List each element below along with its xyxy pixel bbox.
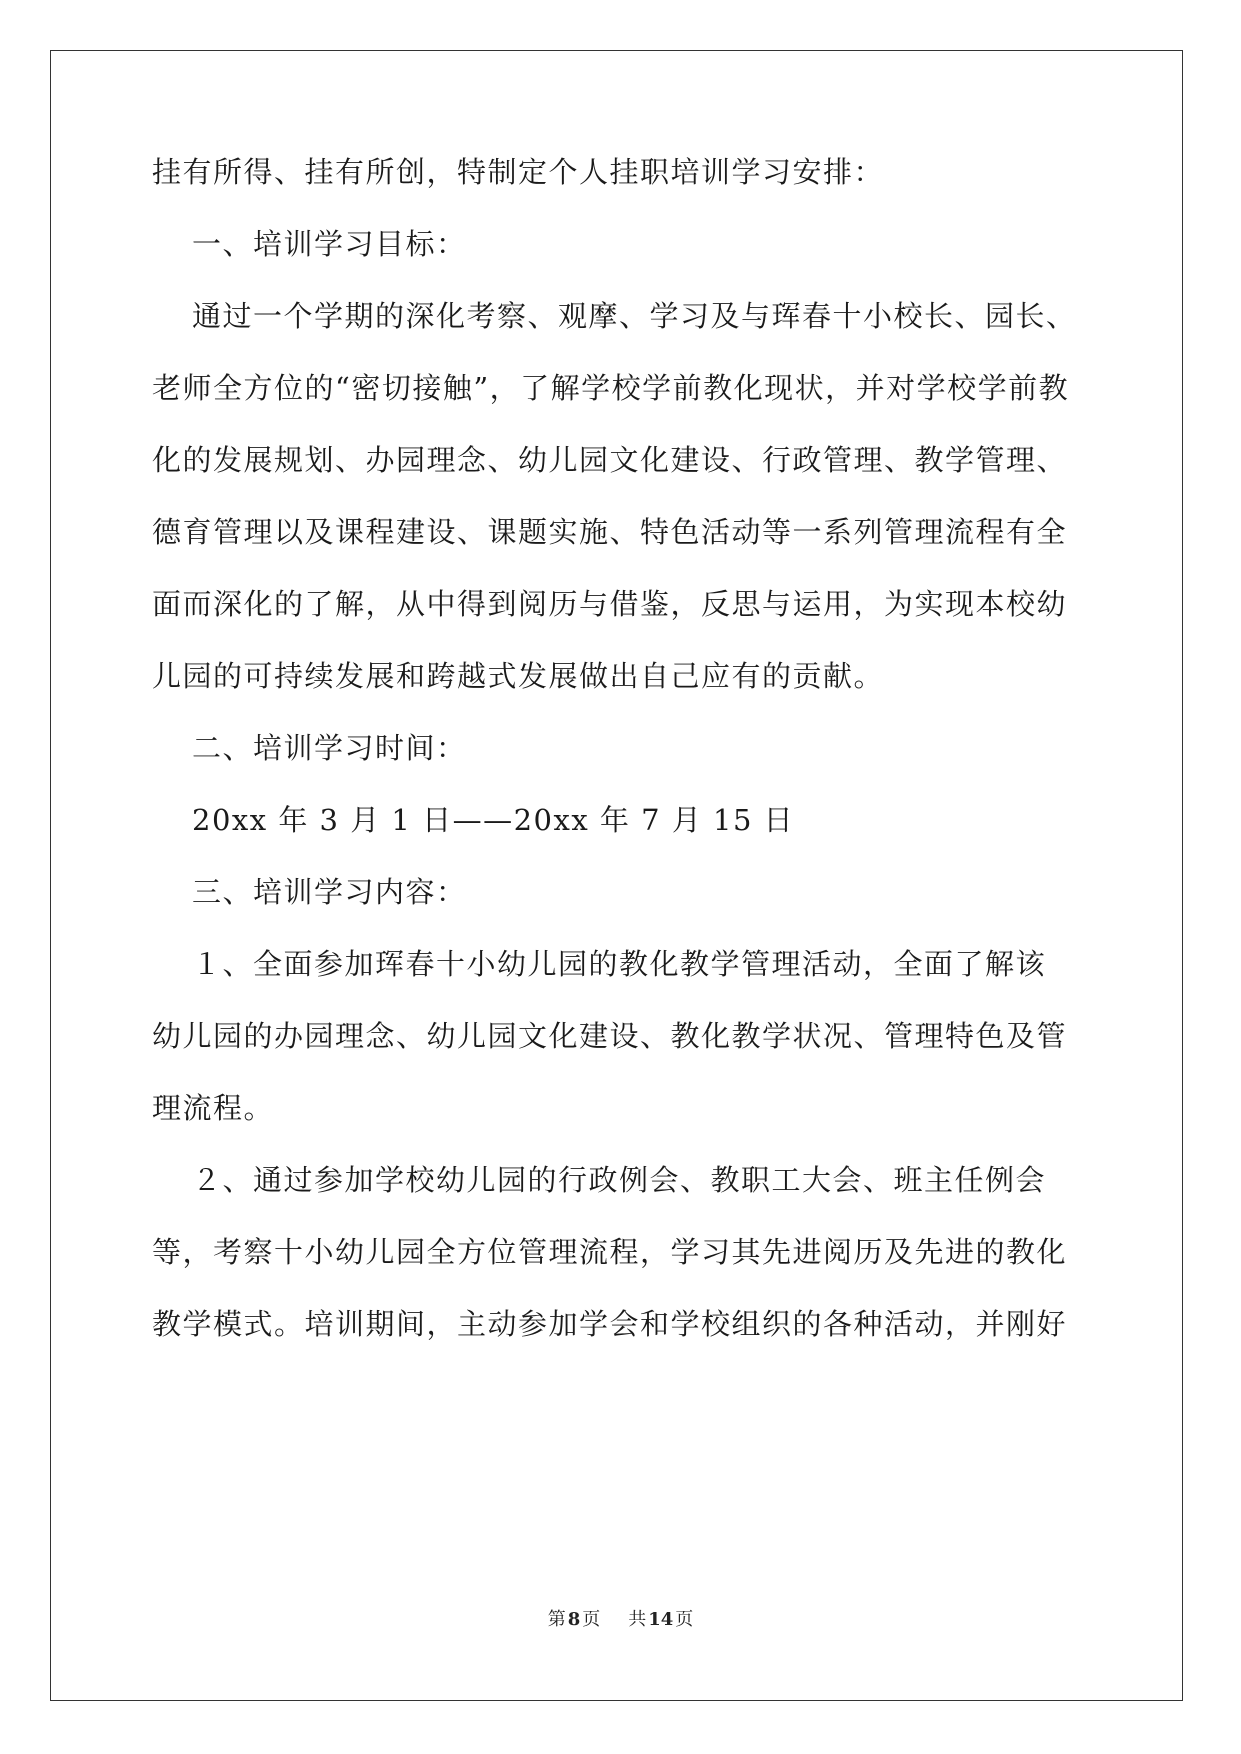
- section-heading-1: 一、培训学习目标：: [192, 227, 467, 261]
- text-line-1: 挂有所得、挂有所创，特制定个人挂职培训学习安排：: [152, 155, 885, 189]
- text-line-12: １、全面参加珲春十小幼儿园的教化教学管理活动，全面了解该: [192, 947, 1047, 981]
- footer-total-suffix: 页: [675, 1609, 694, 1630]
- section-heading-3: 三、培训学习内容：: [192, 875, 467, 909]
- text-line-8: 儿园的可持续发展和跨越式发展做出自己应有的贡献。: [152, 659, 885, 693]
- footer-current-page: 8: [567, 1609, 581, 1630]
- text-line-13: 幼儿园的办园理念、幼儿园文化建设、教化教学状况、管理特色及管: [152, 1019, 1068, 1053]
- text-line-4: 老师全方位的“密切接触”，了解学校学前教化现状，并对学校学前教: [152, 371, 1070, 405]
- text-line-17: 教学模式。培训期间，主动参加学会和学校组织的各种活动，并刚好: [152, 1307, 1068, 1341]
- footer-prefix: 第: [547, 1609, 566, 1630]
- text-line-16: 等，考察十小幼儿园全方位管理流程，学习其先进阅历及先进的教化: [152, 1235, 1068, 1269]
- footer-page-word: 页: [582, 1609, 601, 1630]
- footer-total-pages: 14: [648, 1609, 674, 1630]
- text-line-15: ２、通过参加学校幼儿园的行政例会、教职工大会、班主任例会: [192, 1163, 1047, 1197]
- text-line-5: 化的发展规划、办园理念、幼儿园文化建设、行政管理、教学管理、: [152, 443, 1068, 477]
- text-line-3: 通过一个学期的深化考察、观摩、学习及与珲春十小校长、园长、: [192, 299, 1077, 333]
- footer-total-prefix: 共: [628, 1609, 647, 1630]
- text-line-14: 理流程。: [152, 1091, 275, 1125]
- text-line-7: 面而深化的了解，从中得到阅历与借鉴，反思与运用，为实现本校幼: [152, 587, 1068, 621]
- section-heading-2: 二、培训学习时间：: [192, 731, 467, 765]
- date-range: 20xx 年 3 月 1 日——20xx 年 7 月 15 日: [192, 803, 795, 837]
- page-footer: [0, 1605, 1241, 1631]
- text-line-6: 德育管理以及课程建设、课题实施、特色活动等一系列管理流程有全: [152, 515, 1068, 549]
